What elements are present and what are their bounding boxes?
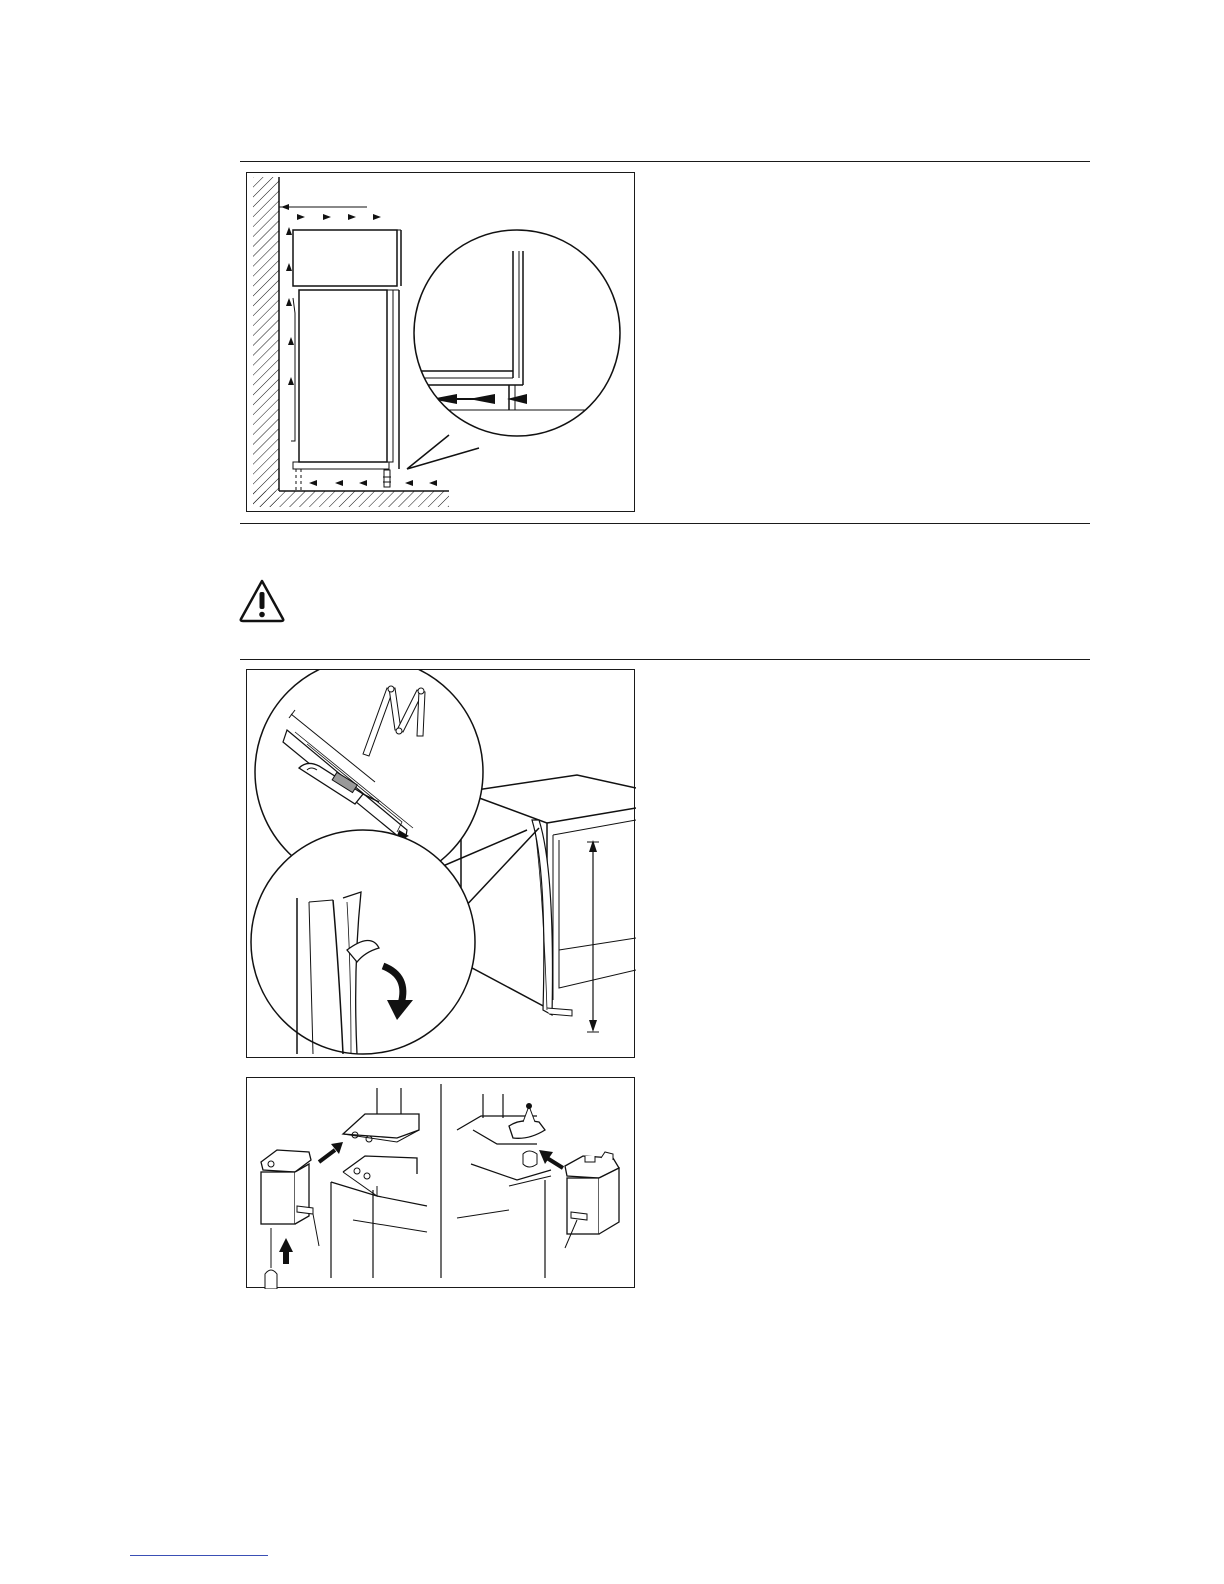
wall-hatch [253,177,279,507]
detail-magnifier [414,230,620,436]
seal-strip-diagram [246,669,635,1058]
section-divider-middle [240,523,1090,524]
ventilation-diagram-svg [247,173,636,513]
floor-hatch [253,491,449,507]
seal-strip-diagram-svg [247,670,636,1059]
hinge-right-assembly [457,1094,619,1278]
hinge-cover-diagram-svg [247,1078,636,1289]
push-arrow-icon [539,1150,563,1168]
warning-triangle-icon [238,577,286,625]
footer-link-underline[interactable] [130,1555,268,1556]
hinge-left-assembly [261,1088,427,1289]
hinge-cover-diagram [246,1077,635,1288]
section-divider-lower [240,659,1090,660]
bottom-airflow-arrows-icon [309,480,437,486]
section-divider-top [240,161,1090,162]
top-airflow-arrows-icon [297,214,381,220]
screwdriver-icon [265,1228,277,1289]
ventilation-diagram [246,172,635,512]
